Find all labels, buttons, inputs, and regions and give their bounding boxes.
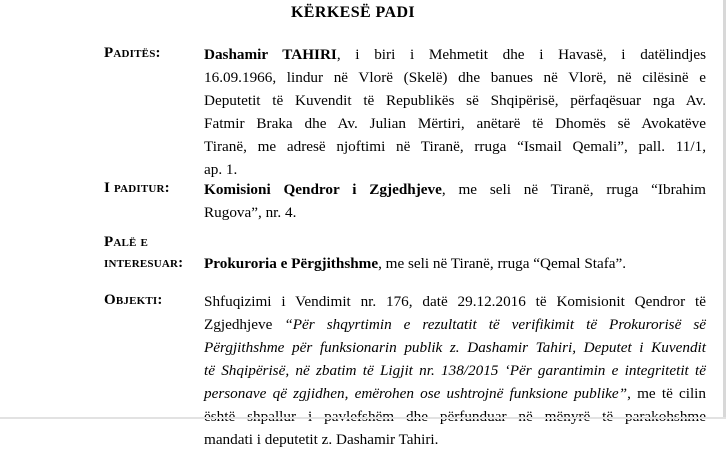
paditur-line-2: Rugova”, nr. 4. [204,204,297,221]
objekti-line-2: Zgjedhjeve “Për shqyrtimin e rezultatit të verifikimit të Prokurorisë së [204,316,706,333]
paditesi-line-3: Deputetit të Kuvendit të Republikës së Shqipërisë, përfaqësuar nga Av. [204,92,706,109]
objekti-line-3: Përgjithshme për funksionarin publik z. Dashamir Tahiri, Deputet i Kuvendit [204,339,706,356]
label-paditesi: Paditës: [104,45,161,61]
paditesi-content [204,43,706,181]
paditesi-line-2: 16.09.1966, lindur në Vlorë (Skelë) dhe banues në Vlorë, në cilësinë e [204,69,706,86]
objekti-content [204,290,706,451]
document-title: KËRKESË PADI [290,4,416,21]
objekti-line-1: Shfuqizimi i Vendimit nr. 176, datë 29.12.2016 të Komisionit Qendror të [204,293,706,310]
label-objekti: Objekti: [104,292,163,308]
interesuar-content [204,252,706,275]
paditesi-line-4: Fatmir Braka dhe Av. Julian Mërtiri, anëtarë të Dhomës së Avokatëve [204,115,706,132]
paditesi-line-5: Tiranë, me adresë njoftimi në Tiranë, rruga “Ismail Qemali”, pall. 11/1, [204,138,706,155]
paditur-content [204,178,706,224]
objekti-line-7: mandati i deputetit z. Dashamir Tahiri. [204,431,439,448]
interesuar-line: Prokuroria e Përgjithshme, me seli në Tiranë, rruga “Qemal Stafa”. [204,255,627,272]
interesuar-name: Prokuroria e Përgjithshme [204,255,379,272]
label-interesuar-1: Palë e [104,234,149,250]
label-paditur: I paditur: [104,180,170,196]
paditesi-name: Dashamir TAHIRI [204,46,337,63]
paditesi-line-6: ap. 1. [204,161,238,178]
objekti-line-5: personave që zgjidhen, emërohen ose ushtrojnë funksione publike”, me të cilin [204,385,706,402]
paditesi-line-1: Dashamir TAHIRI, i biri i Mehmetit dhe i Havasë, i datëlindjes [204,46,706,63]
label-interesuar-2: interesuar: [104,255,184,271]
objekti-line-4: të Shqipërisë, në zbatim të Ligjit nr. 138/2015 ‘Për garantimin e integritetit të [204,362,706,379]
paditur-line-1: Komisioni Qendror i Zgjedhjeve, me seli në Tiranë, rruga “Ibrahim [204,181,706,198]
paditur-name: Komisioni Qendror i Zgjedhjeve [204,181,442,198]
